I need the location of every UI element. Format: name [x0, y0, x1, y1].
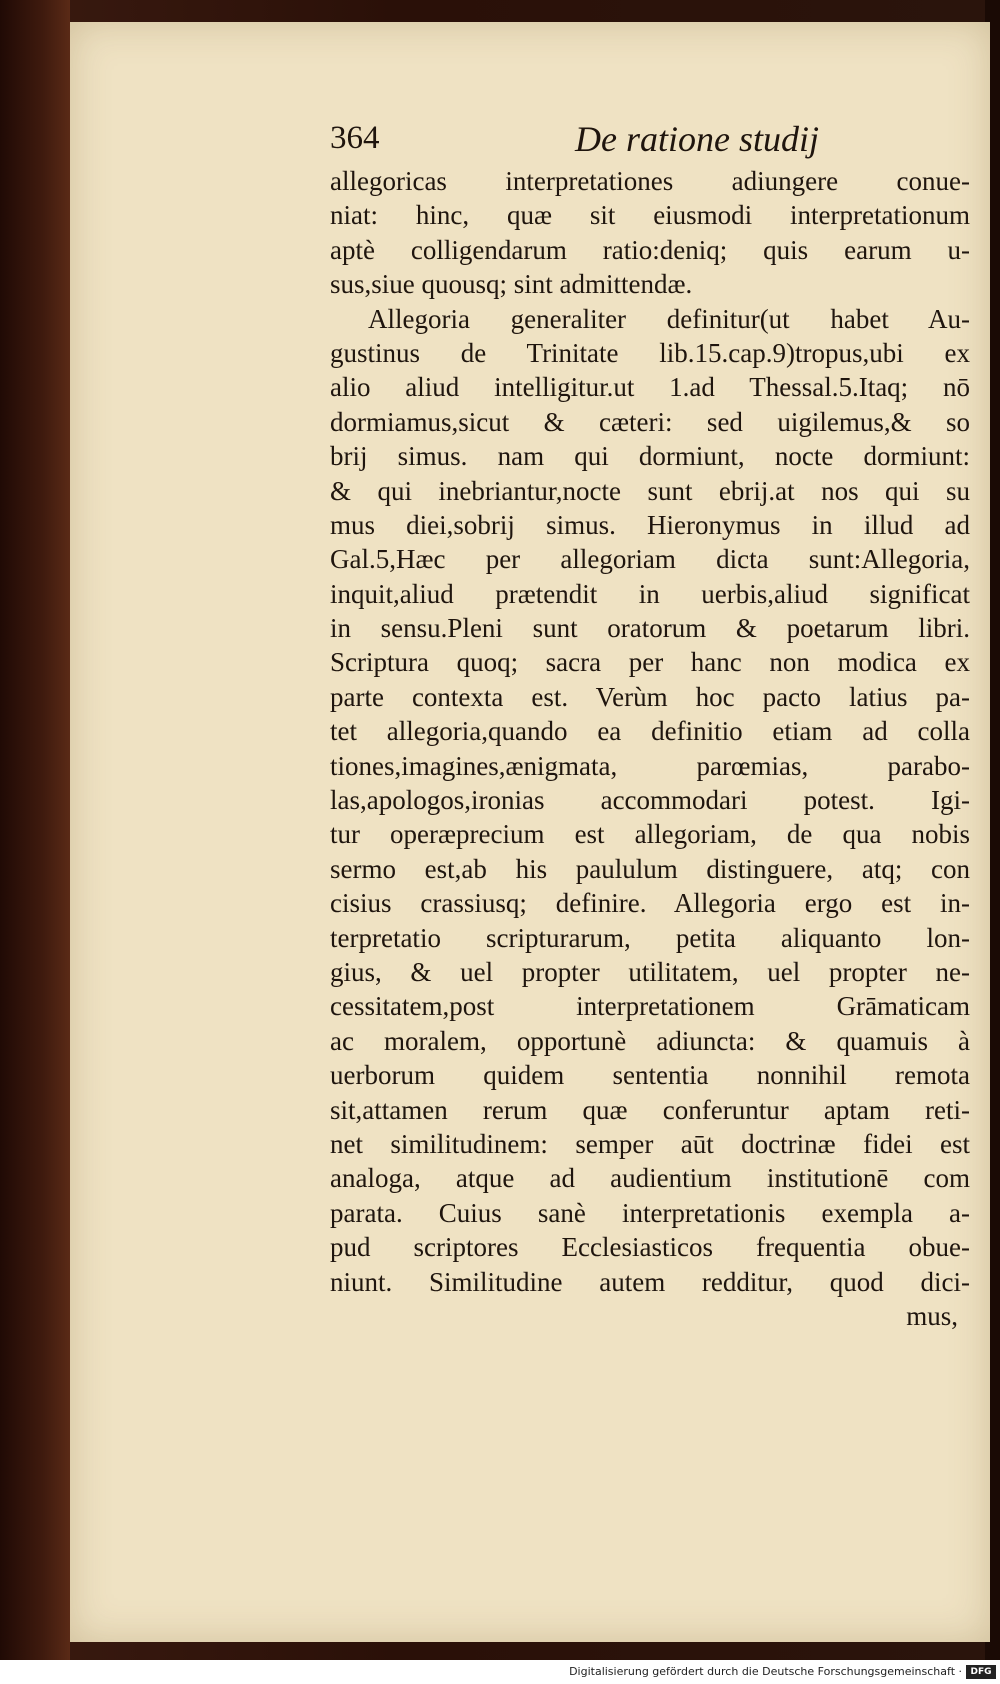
- running-head: [330, 116, 970, 164]
- running-title: De ratione studij: [575, 119, 819, 159]
- text-line: gius, & uel propter utilitatem, uel propter ne-: [330, 956, 970, 987]
- text-line: niat: hinc, quæ sit eiusmodi interpretationum: [330, 200, 970, 231]
- text-line: allegoricas interpretationes adiungere conue-: [330, 166, 970, 196]
- text-line: tur operæprecium est allegoriam, de qua nobis: [330, 819, 970, 850]
- text-line: net similitudinem: semper aūt doctrinæ fidei est: [330, 1128, 970, 1159]
- text-line: ac moralem, opportunè adiuncta: & quamuis à: [330, 1025, 970, 1056]
- footer-bar: [0, 1662, 1000, 1684]
- book-spine: [0, 0, 70, 1660]
- text-line: las,apologos,ironias accommodari potest. Igi-: [330, 785, 970, 816]
- text-line: mus diei,sobrij simus. Hieronymus in illud ad: [330, 509, 970, 540]
- text-line: brij simus. nam qui dormiunt, nocte dormiunt:: [330, 441, 970, 472]
- paragraph-allegoria: [330, 302, 970, 1299]
- text-line: dormiamus,sicut & cæteri: sed uigilemus,& so: [330, 406, 970, 437]
- page-number: 364: [330, 120, 380, 156]
- footer-credit: Digitalisierung gefördert durch die Deutsche Forschungsgemeinschaft ·: [569, 1665, 962, 1678]
- text-line: uerborum quidem sententia nonnihil remota: [330, 1060, 970, 1091]
- text-line: Allegoria generaliter definitur(ut habet Au-: [368, 303, 970, 334]
- text-line: niunt. Similitudine autem redditur, quod dici-: [330, 1266, 970, 1297]
- text-line: parata. Cuius sanè interpretationis exempla a-: [330, 1197, 970, 1228]
- text-line: gustinus de Trinitate lib.15.cap.9)tropus,ubi ex: [330, 337, 970, 368]
- text-line: sus,siue quousq; sint admittendæ.: [330, 269, 693, 300]
- text-line: & qui inebriantur,nocte sunt ebrij.at nos qui su: [330, 475, 970, 506]
- text-line: alio aliud intelligitur.ut 1.ad Thessal.5.Itaq; nō: [330, 372, 970, 403]
- text-line: sit,attamen rerum quæ conferuntur aptam reti-: [330, 1094, 970, 1125]
- catchword: mus,: [906, 1300, 958, 1331]
- text-line: analoga, atque ad audientium institutionē com: [330, 1163, 970, 1194]
- text-line: tet allegoria,quando ea definitio etiam ad colla: [330, 716, 970, 747]
- opening-lines: [330, 164, 970, 302]
- text-line: Gal.5,Hæc per allegoriam dicta sunt:Allegoria,: [330, 544, 970, 575]
- text-line: tiones,imagines,ænigmata, parœmias, parabo-: [330, 750, 970, 781]
- text-line: inquit,aliud prætendit in uerbis,aliud significat: [330, 578, 970, 609]
- text-line: parte contexta est. Verùm hoc pacto latius pa-: [330, 681, 970, 712]
- text-line: cessitatem,post interpretationem Grāmaticam: [330, 991, 970, 1022]
- text-line: pud scriptores Ecclesiasticos frequentia obue-: [330, 1232, 970, 1263]
- text-line: terpretatio scripturarum, petita aliquanto lon-: [330, 922, 970, 953]
- text-line: cisius crassiusq; definire. Allegoria ergo est in-: [330, 888, 970, 919]
- text-line: aptè colligendarum ratio:deniq; quis earum u-: [330, 234, 970, 265]
- text-block: [330, 116, 970, 1333]
- dfg-logo-icon: DFG: [966, 1665, 996, 1679]
- text-line: sermo est,ab his paululum distinguere, atq; con: [330, 853, 970, 884]
- text-line: Scriptura quoq; sacra per hanc non modica ex: [330, 647, 970, 678]
- text-line: in sensu.Pleni sunt oratorum & poetarum libri.: [330, 613, 970, 644]
